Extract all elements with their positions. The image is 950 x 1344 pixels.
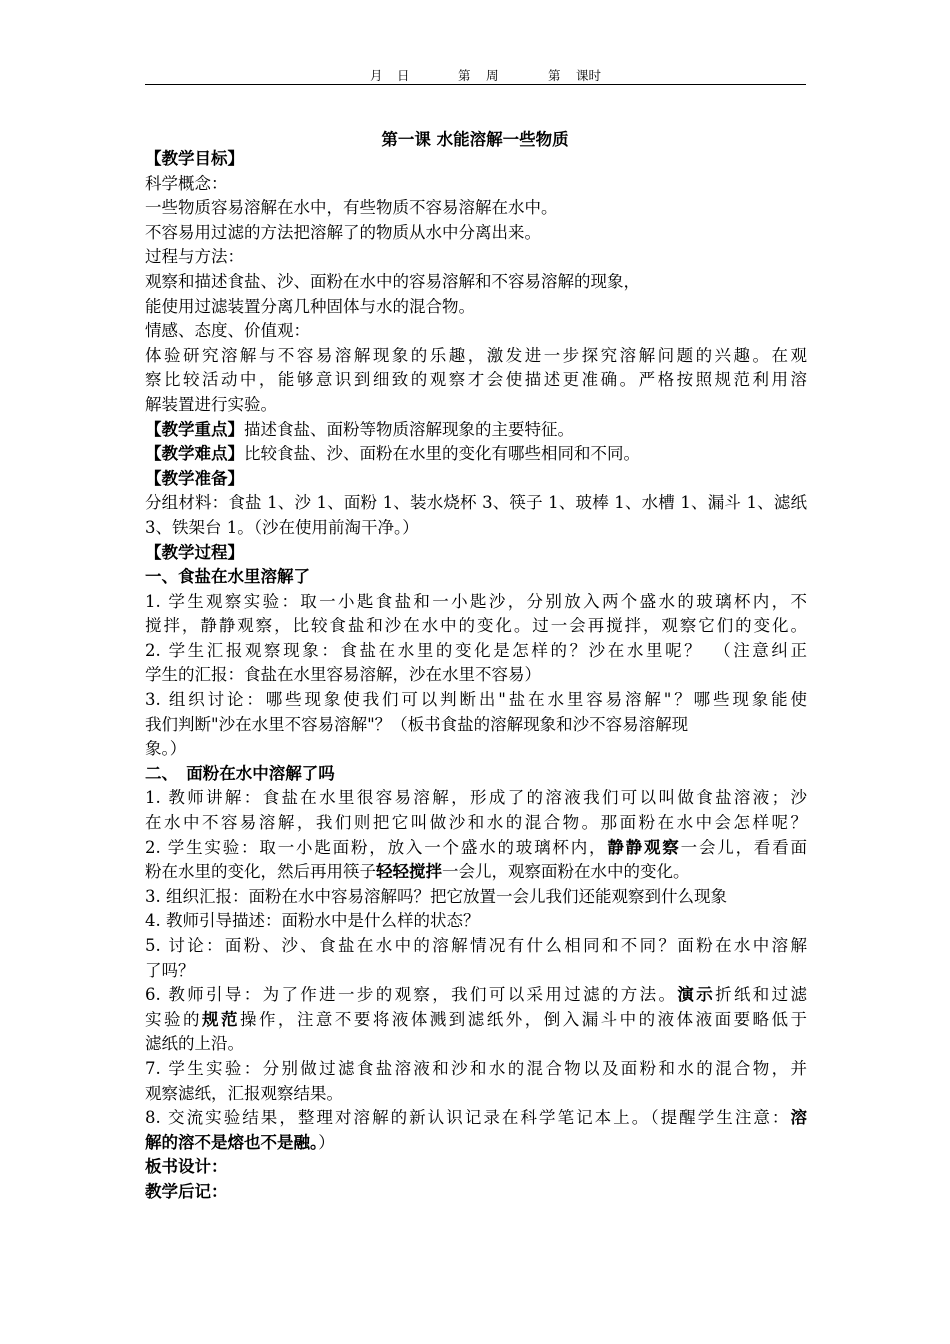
section-1-step-1a: 1. 学生观察实验：取一小匙食盐和一小匙沙，分别放入两个盛水的玻璃杯内，不: [145, 591, 807, 611]
attitude-line-2: 察比较活动中，能够意识到细致的观察才会使描述更准确。严格按照规范利用溶: [145, 370, 807, 390]
text-run: 8. 交流实验结果，整理对溶解的新认识记录在科学笔记本上。（提醒学生注意：: [145, 1108, 791, 1128]
section-2-step-1a: 1. 教师讲解：食盐在水里很容易溶解，形成了的溶液我们可以叫做食盐溶液；沙: [145, 788, 807, 808]
emphasis-run: 规范: [201, 1009, 240, 1029]
section-2-step-2b: [145, 860, 807, 885]
section-2-step-6c: 滤纸的上沿。: [145, 1034, 244, 1054]
preparation-heading: 【教学准备】: [145, 468, 244, 488]
section-2-step-2a: [145, 836, 807, 861]
section-2-step-8b: [145, 1131, 807, 1156]
section-2-step-6b: [145, 1008, 807, 1033]
section-2-step-5a: 5. 讨论：面粉、沙、食盐在水中的溶解情况有什么相同和不同？面粉在水中溶解: [145, 936, 807, 955]
text-run: 一会儿，看看面: [680, 837, 808, 857]
attitude-label: 情感、态度、价值观：: [145, 321, 310, 341]
text-run: 一会儿，观察面粉在水中的变化。: [442, 862, 690, 882]
focus-line: [145, 418, 807, 443]
section-1-step-2a: 2. 学生汇报观察现象：食盐在水里的变化是怎样的？沙在水里呢？ （注意纠正: [145, 640, 807, 660]
focus-label: 【教学重点】: [145, 419, 244, 439]
section-2-step-1b: 在水中不容易溶解，我们则把它叫做沙和水的混合物。那面粉在水中会怎样呢？: [145, 813, 807, 833]
process-line-1: 观察和描述食盐、沙、面粉在水中的容易溶解和不容易溶解的现象，: [145, 271, 640, 291]
attitude-line-1: 体验研究溶解与不容易溶解现象的乐趣，激发进一步探究溶解问题的兴趣。在观: [145, 345, 807, 365]
board-design-label: 板书设计：: [145, 1157, 228, 1177]
text-run: 2. 学生实验：取一小匙面粉，放入一个盛水的玻璃杯内，: [145, 837, 608, 857]
process-label: 过程与方法：: [145, 247, 244, 267]
difficulty-text: 比较食盐、沙、面粉在水里的变化有哪些相同和不同。: [244, 444, 640, 464]
header-lesson: 课时: [576, 68, 602, 83]
difficulty-line: [145, 442, 807, 467]
emphasis-run: 溶: [790, 1108, 807, 1128]
focus-text: 描述食盐、面粉等物质溶解现象的主要特征。: [244, 419, 574, 439]
emphasis-run: 轻轻搅拌: [376, 862, 442, 882]
section-1-title: 一、食盐在水里溶解了: [145, 567, 310, 587]
text-run: 粉在水里的变化，然后再用筷子: [145, 862, 376, 882]
reflection-label: 教学后记：: [145, 1181, 228, 1201]
section-1-step-3a: 3. 组织讨论：哪些现象使我们可以判断出"盐在水里容易溶解"？哪些现象能使: [145, 690, 807, 710]
objectives-heading: 【教学目标】: [145, 149, 244, 168]
lesson-body: [145, 147, 807, 1205]
emphasis-run: 演示: [677, 985, 716, 1005]
section-2-step-4: 4. 教师引导描述：面粉水中是什么样的状态？: [145, 911, 480, 931]
section-2-step-6a: [145, 983, 807, 1008]
page-header: [145, 66, 806, 85]
text-run: ）: [318, 1132, 335, 1152]
process-line-2: 能使用过滤装置分离几种固体与水的混合物。: [145, 296, 475, 316]
section-1-step-3b: 我们判断"沙在水里不容易溶解"？（板书食盐的溶解现象和沙不容易溶解现: [145, 714, 689, 734]
concept-line-2: 不容易用过滤的方法把溶解了的物质从水中分离出来。: [145, 222, 541, 242]
header-lesson-prefix: 第: [548, 68, 561, 83]
process-heading: 【教学过程】: [145, 542, 244, 562]
section-2-step-5b: 了吗？: [145, 960, 195, 980]
text-run: 操作，注意不要将液体溅到滤纸外，倒入漏斗中的液体液面要略低于: [239, 1009, 808, 1029]
header-week-prefix: 第: [458, 68, 471, 83]
concept-line-1: 一些物质容易溶解在水中，有些物质不容易溶解在水中。: [145, 198, 558, 218]
preparation-line-1: 分组材料：食盐 1、沙 1、面粉 1、装水烧杯 3、筷子 1、玻棒 1、水槽 1、漏斗 1、滤纸: [145, 493, 807, 513]
difficulty-label: 【教学难点】: [145, 444, 244, 464]
attitude-line-3: 解装置进行实验。: [145, 394, 277, 414]
section-1-step-1b: 搅拌，静静观察，比较食盐和沙在水中的变化。过一会再搅拌，观察它们的变化。: [145, 616, 807, 636]
header-month: 月: [370, 68, 383, 83]
header-week: 周: [486, 68, 499, 83]
text-run: 折纸和过滤: [715, 985, 808, 1005]
emphasis-run: 静静观察: [607, 837, 681, 857]
section-2-step-8a: [145, 1106, 807, 1131]
lesson-title: 第一课 水能溶解一些物质: [381, 130, 569, 149]
text-run: 6. 教师引导：为了作进一步的观察，我们可以采用过滤的方法。: [145, 985, 678, 1005]
concept-label: 科学概念：: [145, 173, 228, 193]
preparation-line-2: 3、铁架台 1。（沙在使用前淘干净。）: [145, 517, 419, 537]
text-run: 实验的: [145, 1009, 202, 1029]
emphasis-run: 解的溶不是熔也不是融。: [145, 1132, 319, 1152]
section-1-step-2b: 学生的汇报：食盐在水里容易溶解，沙在水里不容易）: [145, 665, 541, 685]
section-2-step-7b: 观察滤纸，汇报观察结果。: [145, 1083, 343, 1103]
section-2-title: 二、 面粉在水中溶解了吗: [145, 763, 335, 783]
section-2-step-3: 3. 组织汇报：面粉在水中容易溶解吗？把它放置一会儿我们还能观察到什么现象: [145, 886, 727, 906]
section-2-step-7a: 7. 学生实验：分别做过滤食盐溶液和沙和水的混合物以及面粉和水的混合物，并: [145, 1058, 807, 1078]
header-day: 日: [397, 68, 410, 83]
section-1-step-3c: 象。）: [145, 739, 187, 759]
